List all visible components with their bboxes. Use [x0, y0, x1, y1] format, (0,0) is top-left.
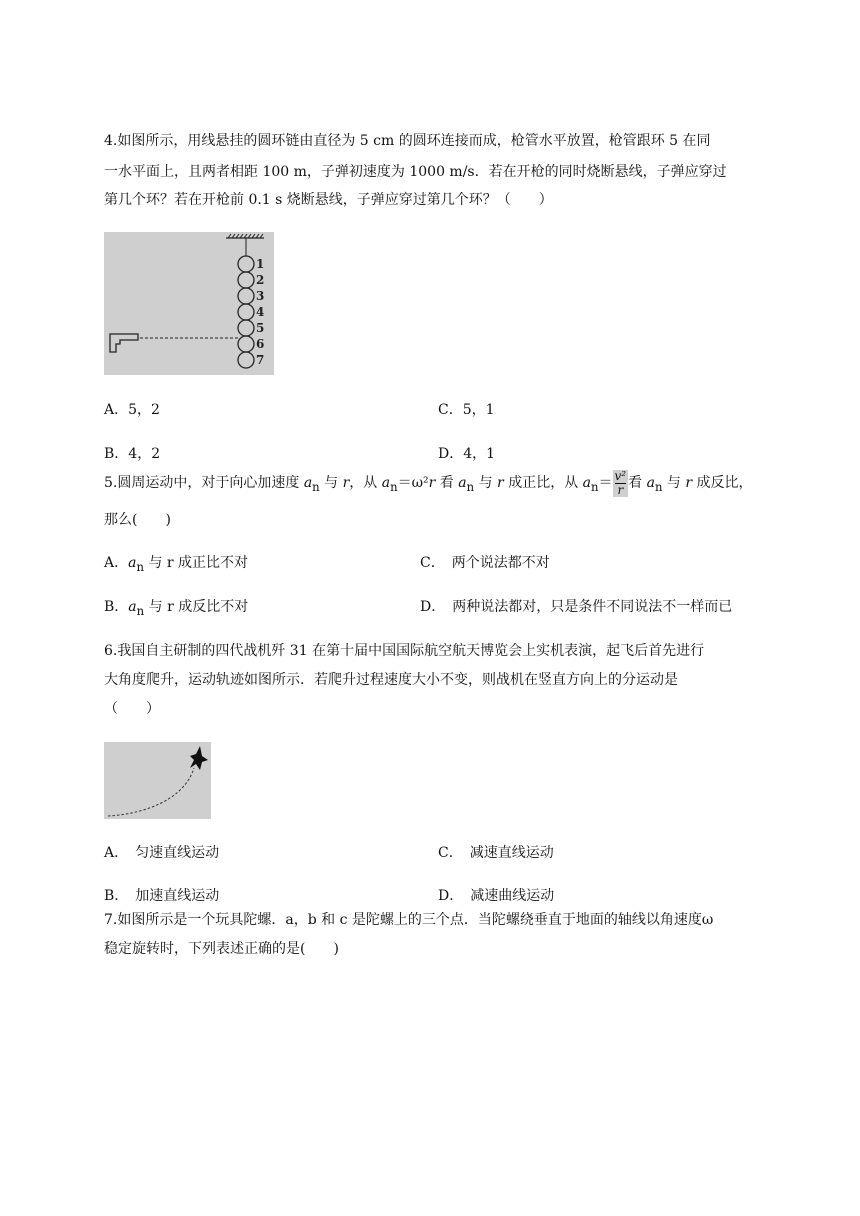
ring-label: 4 — [256, 305, 265, 319]
q6-option-b[interactable]: B． 加速直线运动 — [104, 888, 220, 904]
q5-option-a[interactable]: A．$a_n$ 与 r 成正比不对 — [104, 555, 249, 574]
q4-option-c[interactable]: C．5，1 — [438, 402, 495, 418]
q4-option-d[interactable]: D．4，1 — [438, 446, 496, 462]
q7-line1: 7.如图所示是一个玩具陀螺．a，b 和 c 是陀螺上的三个点．当陀螺绕垂直于地面的轴线以角速度ω — [104, 912, 714, 928]
ring-label: 2 — [256, 273, 265, 287]
q5-option-d[interactable]: D． 两种说法都对，只是条件不同说法不一样而已 — [420, 599, 733, 615]
ring-label: 1 — [256, 257, 265, 271]
q6-line3: （ ） — [104, 701, 160, 717]
q6-option-d[interactable]: D． 减速曲线运动 — [438, 888, 555, 904]
ring-label: 5 — [256, 321, 265, 335]
q6-option-a[interactable]: A． 匀速直线运动 — [104, 845, 220, 861]
q5-option-c[interactable]: C． 两个说法都不对 — [420, 555, 550, 571]
q4-line3: 第几个环？若在开枪前 0.1 s 烧断悬线，子弹应穿过第几个环？（ ） — [104, 192, 553, 208]
q6-option-c[interactable]: C． 减速直线运动 — [438, 845, 554, 861]
q6-line1: 6.我国自主研制的四代战机歼 31 在第十届中国国际航空航天博览会上实机表演，起飞后首先进行 — [104, 643, 705, 659]
q4-line2: 一水平面上，且两者相距 100 m，子弹初速度为 1000 m/s．若在开枪的同时烧断悬线，子弹应穿过 — [104, 164, 727, 180]
q5-line1: 5.圆周运动中，对于向心加速度 $a_n$ 与 r，从 $a_n=\omega^2r$ 看 $a_n$ 与 r 成正比，从 $a_n=$ $\frac{\text{v²}}{r}$ 看 $a_n$ 与 r 成反比， — [104, 468, 753, 497]
v-squared-over-r-fraction: $\frac{\text{v²}}{r}$ — [614, 468, 627, 497]
fighter-trajectory-figure — [104, 742, 211, 819]
q6-line2: 大角度爬升，运动轨迹如图所示．若爬升过程速度大小不变，则战机在竖直方向上的分运动是 — [104, 672, 678, 688]
q4-option-b[interactable]: B．4，2 — [104, 446, 161, 462]
ring-label: 3 — [256, 289, 265, 303]
q7-line2: 稳定旋转时，下列表述正确的是( ) — [104, 941, 339, 957]
q5-line2: 那么( ) — [104, 512, 171, 528]
q4-line1: 4.如图所示，用线悬挂的圆环链由直径为 5 cm 的圆环连接而成，枪管水平放置，枪管跟环 5 在同 — [104, 133, 711, 149]
q5-option-b[interactable]: B．$a_n$ 与 r 成反比不对 — [104, 599, 249, 618]
ring-label: 6 — [256, 337, 265, 351]
jet-icon — [190, 746, 208, 770]
ring-label: 7 — [256, 353, 265, 367]
q4-option-a[interactable]: A．5，2 — [104, 402, 160, 418]
trajectory-diagram — [104, 742, 211, 819]
ring-chain-diagram — [104, 232, 274, 375]
ring-chain-figure — [104, 232, 274, 375]
